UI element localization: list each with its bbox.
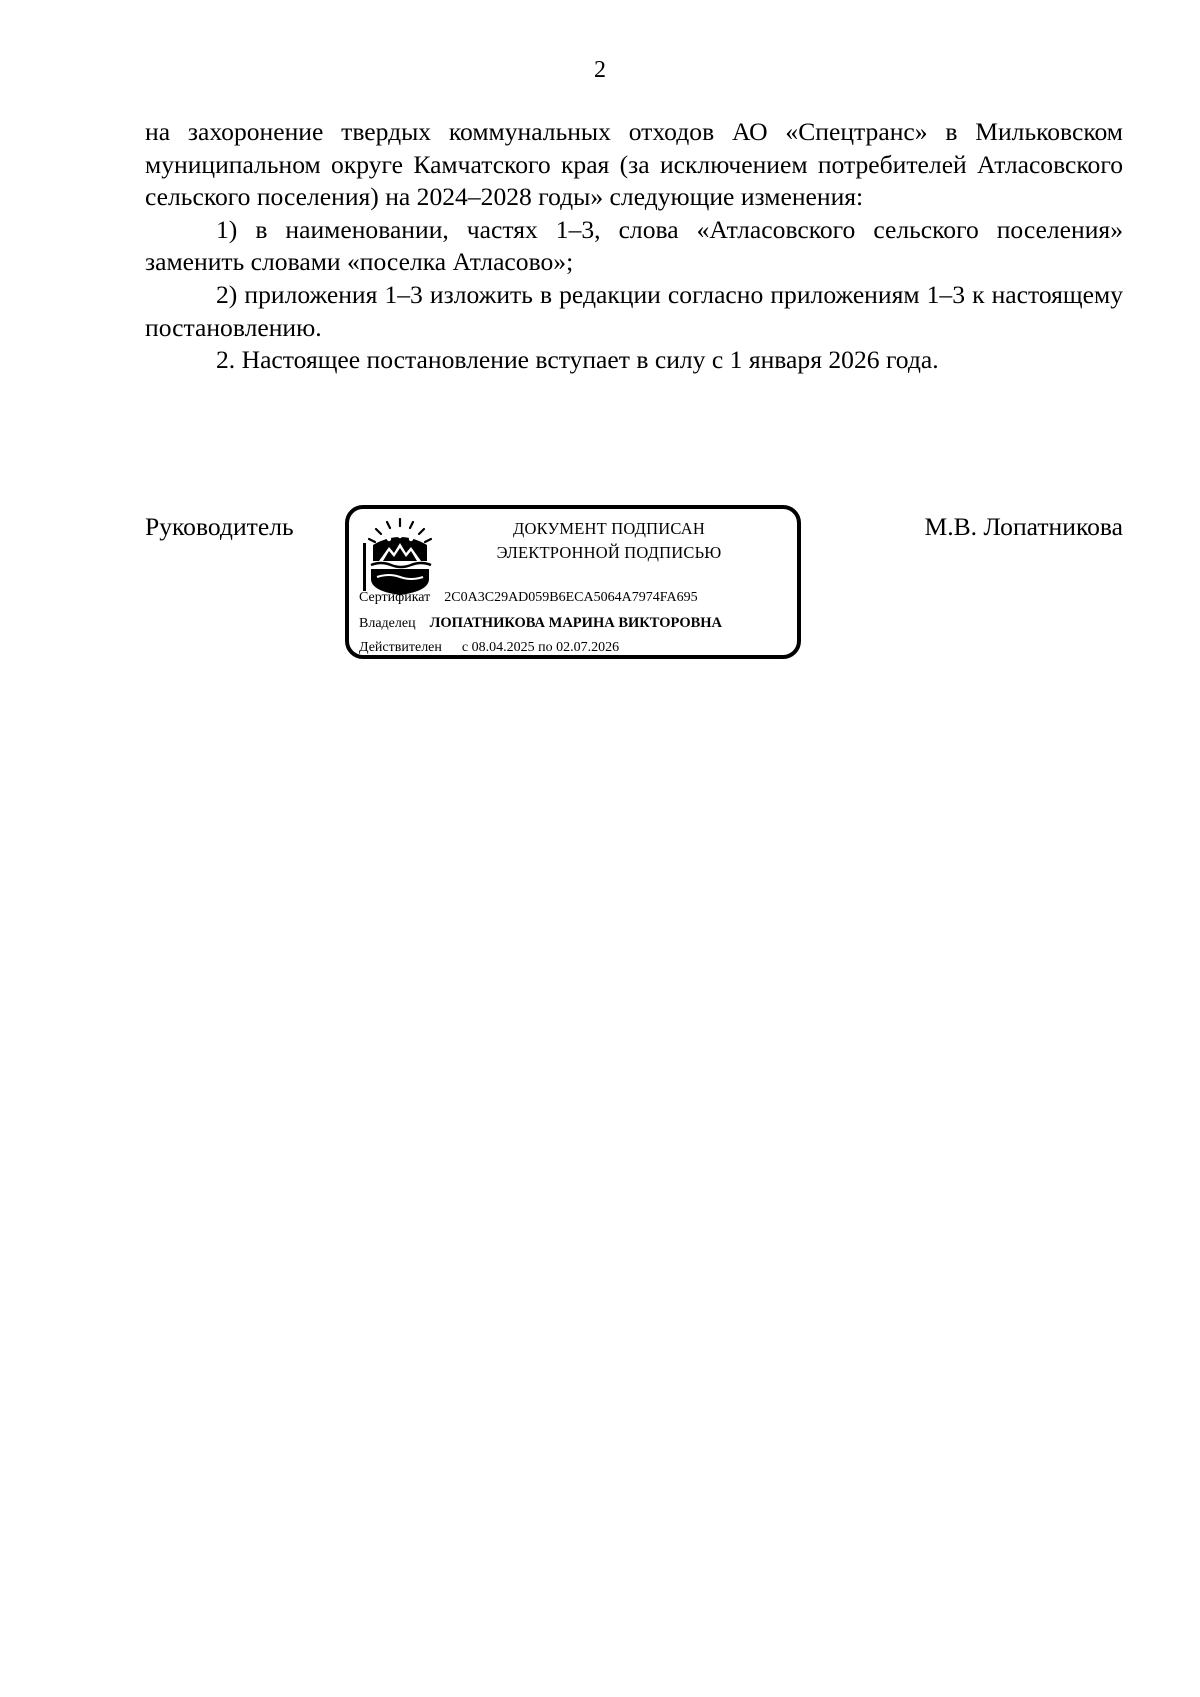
paragraph-effective-date: 2. Настоящее постановление вступает в силу с 1 января 2026 года. xyxy=(216,345,939,375)
signatory-title: Руководитель xyxy=(145,512,294,541)
kamchatka-coat-of-arms-icon xyxy=(361,517,439,597)
stamp-certificate-row xyxy=(359,588,698,608)
stamp-heading-line-1: ДОКУМЕНТ ПОДПИСАН xyxy=(513,519,705,538)
electronic-signature-stamp xyxy=(345,505,801,659)
certificate-value: 2C0A3C29AD059B6ECA5064A7974FA695 xyxy=(444,590,698,605)
paragraph-item-2: 2) приложения 1–3 изложить в редакции согласно приложениям 1–3 к настоящему постановлению. xyxy=(145,279,1123,342)
stamp-heading-line-2: ЭЛЕКТРОННОЙ ПОДПИСЬЮ xyxy=(496,543,722,562)
signatory-name: М.В. Лопатникова xyxy=(924,512,1123,541)
stamp-owner-row xyxy=(359,613,722,634)
owner-value: ЛОПАТНИКОВА МАРИНА ВИКТОРОВНА xyxy=(429,615,723,631)
certificate-label: Сертификат xyxy=(359,590,431,605)
signature-block xyxy=(145,505,1123,675)
stamp-validity-row xyxy=(359,638,619,658)
paragraph-item-1: 1) в наименовании, частях 1–3, слова «Атласовского сельского поселения» заменить словами «поселка Атласово»; xyxy=(145,214,1123,277)
stamp-heading xyxy=(449,517,769,565)
validity-value: с 08.04.2025 по 02.07.2026 xyxy=(461,640,620,655)
paragraph-continuation: на захоронение твердых коммунальных отходов АО «Спецтранс» в Мильковском муниципальном округе Камчатского края (за исключением потребителей Атласовского сельского поселения) на 2024–2028 годы» следующие изменения: xyxy=(145,117,1123,212)
document-body xyxy=(145,116,1123,377)
page-number: 2 xyxy=(594,57,606,83)
owner-label: Владелец xyxy=(359,616,416,631)
validity-label: Действителен xyxy=(359,640,442,655)
